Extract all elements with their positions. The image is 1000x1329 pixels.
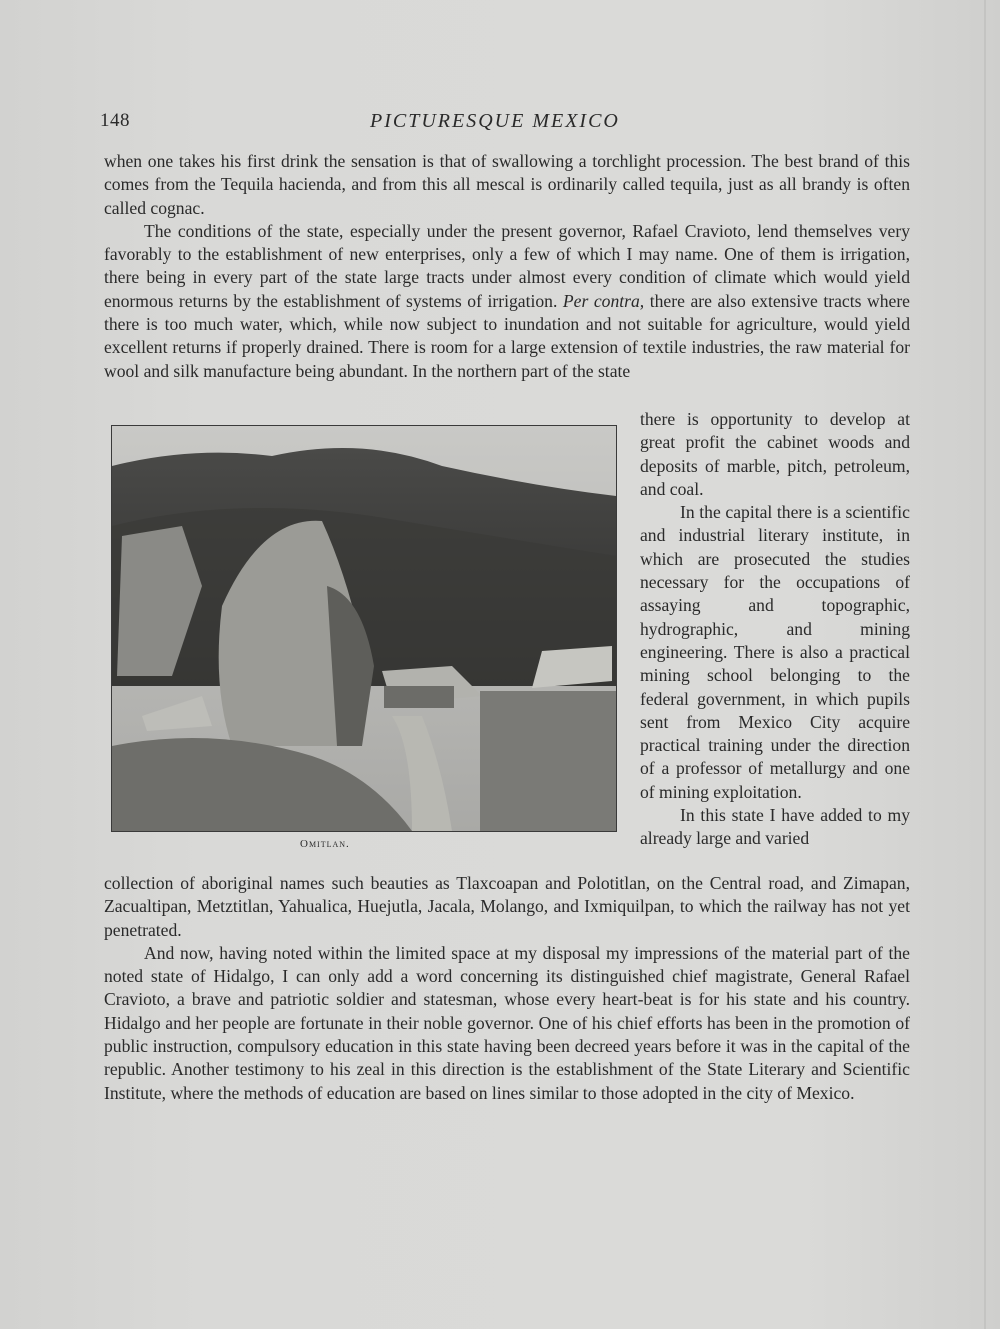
right-paragraph-1: there is opportunity to develop at great profit the cabinet woods and deposits of marble, pitch, petroleum, and coal.: [640, 409, 910, 499]
running-title: PICTURESQUE MEXICO: [370, 110, 620, 132]
page-number: 148: [100, 110, 130, 131]
bottom-paragraph-1: collection of aboriginal names such beauties as Tlaxcoapan and Polotitlan, on the Central road, and Zimapan, Zacualtipan, Metztitlan, Yahualica, Huejutla, Jacala, Molango, and Ixmiquilpan, to which the railway has not yet penetrated.: [104, 873, 910, 940]
main-text-bottom: [104, 872, 910, 1105]
page-header: [100, 110, 910, 140]
main-text-top: [104, 150, 910, 383]
right-paragraph-2: In the capital there is a scientific and industrial literary institute, in which are prosecuted the studies necessary for the occupations of assaying and topographic, hydrographic, and mining engineering. There is also a practical mining school belonging to the federal government, in which pupils sent from Mexico City acquire practical training under the direction of a professor of metallurgy and one of mining exploitation.: [640, 502, 910, 802]
landscape-photo: [112, 426, 616, 831]
paragraph-1: when one takes his first drink the sensation is that of swallowing a torchlight procession. The best brand of this comes from the Tequila hacienda, and from this all mescal is ordinarily called tequila, just as all brandy is often called cognac.: [104, 151, 910, 218]
right-column-text: [640, 385, 910, 851]
right-paragraph-3: In this state I have added to my already large and varied: [640, 805, 910, 849]
paragraph-2a: The conditions of the state, especially under the present governor, Rafael Cravioto, lend themselves very favorably to the establishment of new enterprises, only a few of which I may name. One of them is irrigation, there being in every part of the state large tracts under almost every condition of climate which would yield enormous returns by the establishment of systems of irrigation.: [104, 220, 910, 311]
paragraph-2-italic: Per contra,: [562, 290, 645, 311]
page-edge: [984, 0, 986, 1329]
paragraph-2: [104, 220, 910, 383]
paragraph-2c: In the northern part of the state: [412, 360, 631, 381]
paragraph-2b: there are also extensive tracts where there is too much water, which, while now subject to inundation and not suitable for agriculture, would yield excellent returns if properly drained. There is room for a large extension of textile industries, the raw material for wool and silk manufacture being abundant.: [104, 290, 910, 381]
figure-caption: Omitlan.: [300, 838, 350, 850]
bottom-paragraph-2: And now, having noted within the limited space at my disposal my impressions of the material part of the noted state of Hidalgo, I can only add a word concerning its distinguished chief magistrate, General Rafael Cravioto, a brave and patriotic soldier and statesman, whose every heart-beat is for his state and his country. Hidalgo and her people are fortunate in their noble governor. One of his chief efforts has been in the promotion of public instruction, compulsory education in this state having been decreed years before it was in the capital of the republic. Another testimony to his zeal in this direction is the establishment of the State Literary and Scientific Institute, where the methods of education are based on lines similar to those adopted in the city of Mexico.: [104, 942, 910, 1103]
photograph-omitlan: [111, 425, 617, 832]
